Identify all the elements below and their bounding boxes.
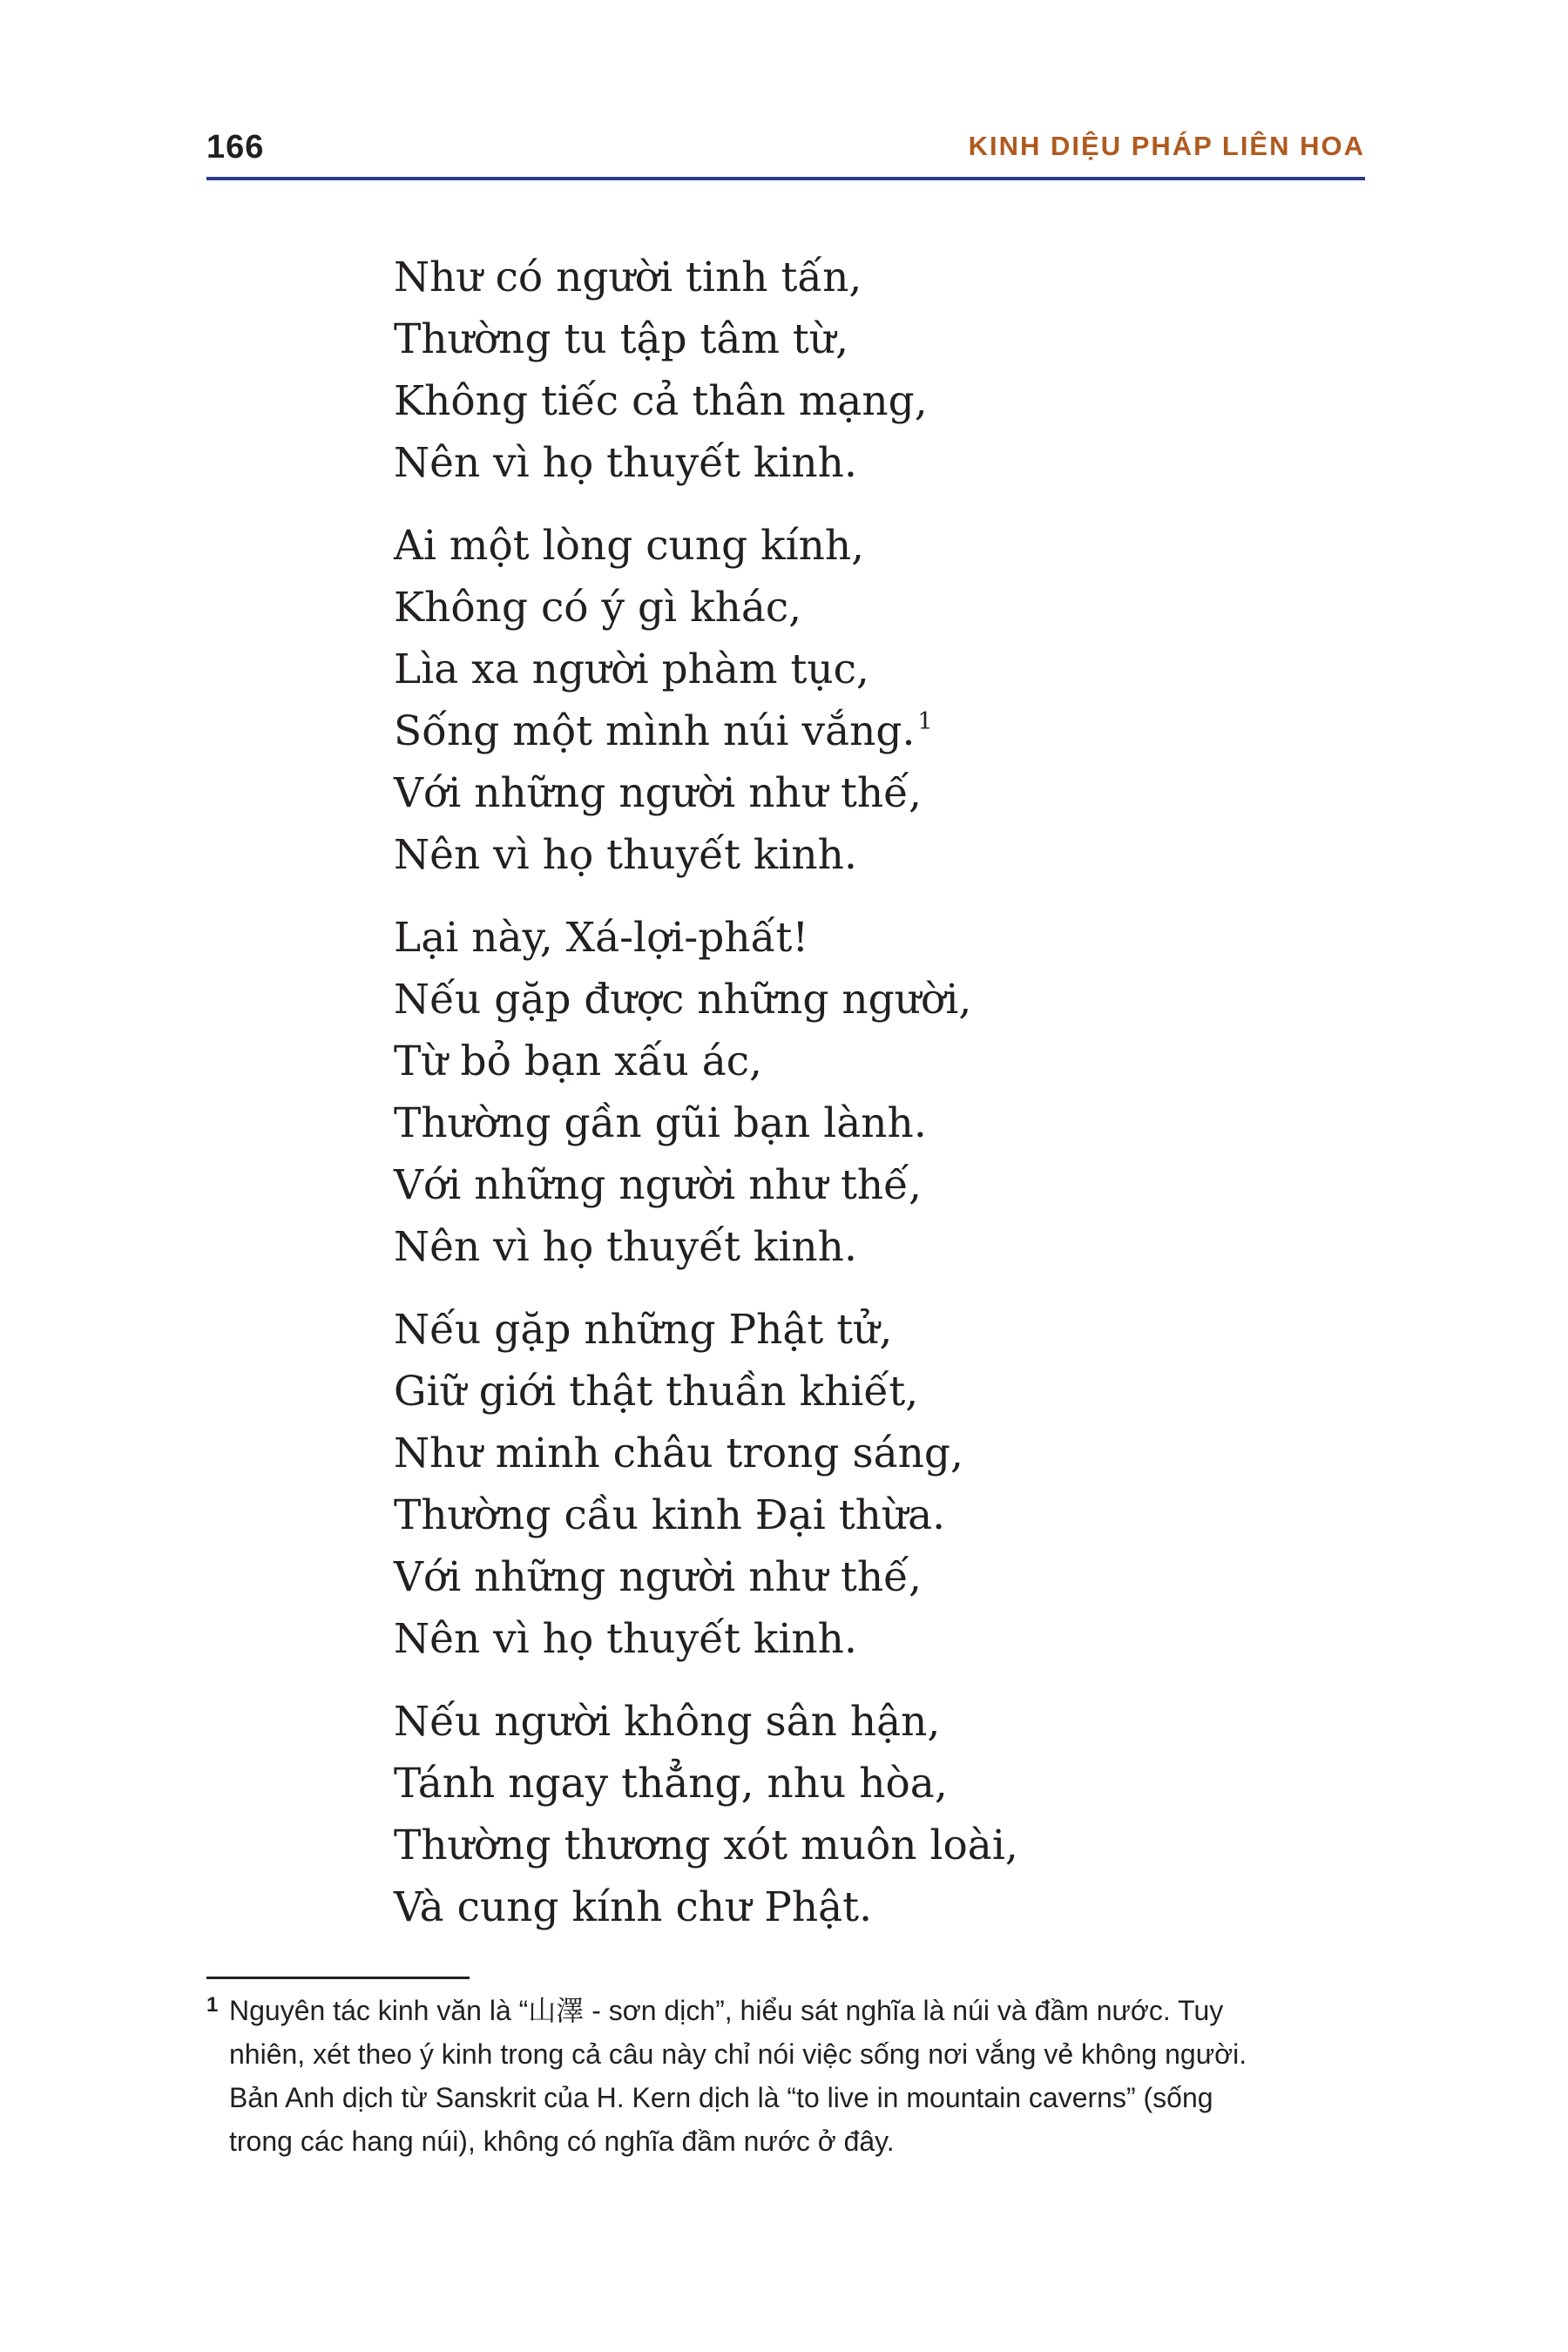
verse-line: Từ bỏ bạn xấu ác,: [394, 1037, 762, 1085]
verse-line-with-footnote: [394, 700, 1352, 762]
footnote-divider: [206, 1977, 470, 1979]
verse-line: Nên vì họ thuyết kinh.: [394, 831, 857, 879]
stanza: [394, 515, 1352, 886]
verse-line: Thường gần gũi bạn lành.: [394, 1099, 927, 1147]
verse-line: Tánh ngay thẳng, nhu hòa,: [394, 1760, 948, 1808]
verse-line: Và cung kính chư Phật.: [394, 1883, 873, 1931]
verse-line: Thường thương xót muôn loài,: [394, 1821, 1018, 1869]
stanza: [394, 1691, 1352, 1938]
verse-line: Nếu người không sân hận,: [394, 1698, 941, 1746]
verse-line: Ai một lòng cung kính,: [394, 522, 865, 570]
book-title: KINH DIỆU PHÁP LIÊN HOA: [968, 131, 1365, 161]
running-header: [206, 122, 1365, 183]
verse-line: Nên vì họ thuyết kinh.: [394, 1223, 857, 1271]
verse-line: Nên vì họ thuyết kinh.: [394, 439, 857, 487]
verse-line: Thường tu tập tâm từ,: [394, 315, 849, 363]
verse-line: Với những người như thế,: [394, 1161, 922, 1209]
verse-line: Nếu gặp được những người,: [394, 976, 972, 1024]
stanza: [394, 247, 1352, 494]
poem-body: [394, 247, 1352, 1959]
verse-line: Không có ý gì khác,: [394, 584, 802, 632]
verse-line: Không tiếc cả thân mạng,: [394, 377, 928, 425]
verse-line: Nếu gặp những Phật tử,: [394, 1306, 893, 1354]
verse-line: Lìa xa người phàm tục,: [394, 645, 869, 693]
footnote-reference[interactable]: 1: [917, 708, 933, 735]
verse-line: Thường cầu kinh Đại thừa.: [394, 1491, 946, 1539]
verse-line-text: Sống một mình núi vắng.: [394, 707, 916, 755]
footnote-line: trong các hang núi), không có nghĩa đầm nước ở đây.: [229, 2126, 895, 2157]
footnote: 1 Nguyên tác kinh văn là “山澤 - sơn dịch”, hiểu sát nghĩa là núi và đầm nước. Tuy nhiên, xét theo ý kinh trong cả câu này chỉ nói việc sống nơi vắng vẻ không người. Bản Anh dịch từ Sanskrit của H. Kern dịch là “to live in mountain caverns” (sống trong các hang núi), không có nghĩa đầm nước ở đây.: [206, 1989, 1374, 2163]
verse-line: Giữ giới thật thuần khiết,: [394, 1368, 919, 1416]
header-rule: [206, 177, 1365, 180]
footnote-text: [206, 1989, 1374, 2163]
footnote-line: Nguyên tác kinh văn là “山澤 - sơn dịch”, hiểu sát nghĩa là núi và đầm nước. Tuy: [229, 1995, 1224, 2026]
verse-line: Lại này, Xá-lợi-phất!: [394, 914, 809, 962]
verse-line: Như minh châu trong sáng,: [394, 1429, 963, 1477]
verse-line: Như có người tinh tấn,: [394, 253, 862, 301]
page-number: 166: [206, 129, 265, 166]
verse-line: Với những người như thế,: [394, 769, 922, 817]
stanza: [394, 1299, 1352, 1670]
verse-line: Nên vì họ thuyết kinh.: [394, 1615, 857, 1663]
stanza: [394, 907, 1352, 1278]
verse-line: Với những người như thế,: [394, 1553, 922, 1601]
footnote-line: nhiên, xét theo ý kinh trong cả câu này chỉ nói việc sống nơi vắng vẻ không người.: [229, 2038, 1247, 2070]
footnote-line: Bản Anh dịch từ Sanskrit của H. Kern dịch là “to live in mountain caverns” (sống: [229, 2082, 1213, 2113]
